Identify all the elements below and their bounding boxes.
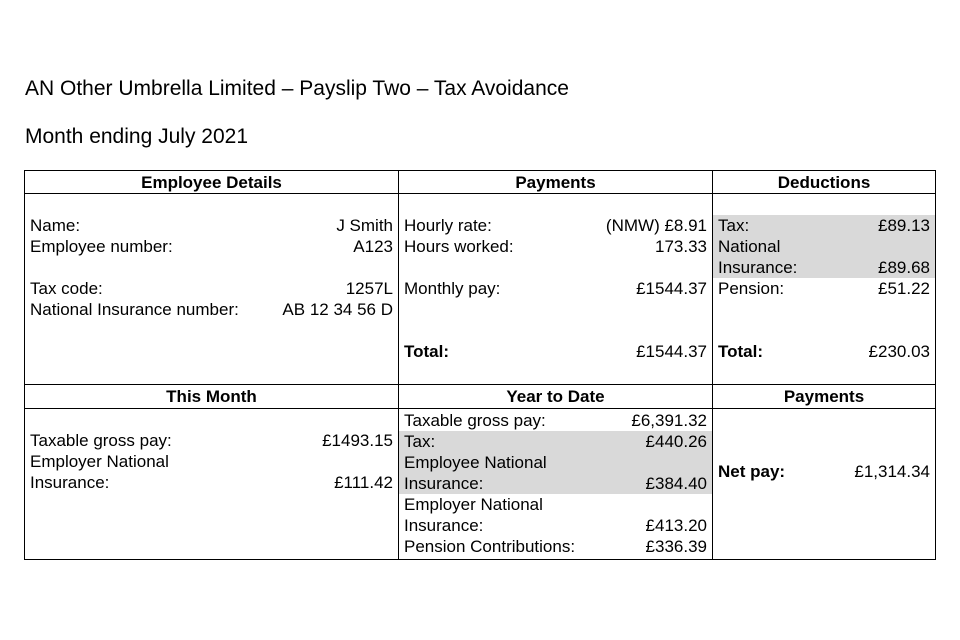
name-label: Name: bbox=[30, 216, 81, 235]
deduction-tax-label: Tax: bbox=[718, 216, 750, 235]
ytd-erni-value: £413.20 bbox=[645, 516, 707, 535]
header-this-month: This Month bbox=[25, 385, 399, 409]
payments-total-label: Total: bbox=[404, 342, 450, 361]
header-employee-details: Employee Details bbox=[25, 171, 399, 194]
employee-name-row bbox=[25, 215, 398, 236]
ytd-erni-row-line2 bbox=[399, 515, 712, 536]
deduction-pension-value: £51.22 bbox=[878, 279, 930, 298]
month-erni-row-line1 bbox=[25, 451, 398, 472]
deduction-ni-row-line2 bbox=[713, 257, 935, 278]
ni-number-value: AB 12 34 56 D bbox=[282, 300, 393, 319]
payslip-title: AN Other Umbrella Limited – Payslip Two – Tax Avoidance bbox=[25, 77, 569, 100]
deduction-pension-row bbox=[713, 278, 935, 299]
ytd-eeni-label-line1: Employee National bbox=[404, 453, 547, 472]
deductions-total-row bbox=[713, 341, 935, 362]
employee-number-label: Employee number: bbox=[30, 237, 173, 256]
ytd-eeni-label-line2: Insurance: bbox=[404, 474, 484, 493]
ytd-eeni-value: £384.40 bbox=[645, 474, 707, 493]
deduction-pension-label: Pension: bbox=[718, 279, 785, 298]
header-deductions: Deductions bbox=[713, 171, 936, 194]
ytd-eeni-row-line1 bbox=[399, 452, 712, 473]
net-pay-value: £1,314.34 bbox=[854, 462, 930, 481]
month-gross-value: £1493.15 bbox=[322, 431, 393, 450]
header-payments: Payments bbox=[399, 171, 713, 194]
this-month-cell bbox=[25, 409, 399, 560]
monthly-pay-value: £1544.37 bbox=[636, 279, 707, 298]
ytd-erni-label-line1: Employer National bbox=[404, 495, 543, 514]
ytd-erni-row-line1 bbox=[399, 494, 712, 515]
deduction-tax-value: £89.13 bbox=[878, 216, 930, 235]
ytd-eeni-row-line2 bbox=[399, 473, 712, 494]
month-gross-label: Taxable gross pay: bbox=[30, 431, 172, 450]
ytd-tax-label: Tax: bbox=[404, 432, 436, 451]
payments-total-row bbox=[399, 341, 712, 362]
net-pay-cell bbox=[713, 409, 936, 560]
ytd-tax-row bbox=[399, 431, 712, 452]
hourly-rate-row bbox=[399, 215, 712, 236]
deductions-total-label: Total: bbox=[718, 342, 764, 361]
ytd-pension-value: £336.39 bbox=[645, 537, 707, 556]
deductions-cell bbox=[713, 194, 936, 385]
payments-total-value: £1544.37 bbox=[636, 342, 707, 361]
month-erni-label-line1: Employer National bbox=[30, 452, 169, 471]
ytd-gross-label: Taxable gross pay: bbox=[404, 411, 546, 430]
month-gross-row bbox=[25, 430, 398, 451]
deduction-tax-row bbox=[713, 215, 935, 236]
month-erni-row-line2 bbox=[25, 472, 398, 493]
tax-code-row bbox=[25, 278, 398, 299]
tax-code-value: 1257L bbox=[345, 279, 393, 298]
ytd-pension-label: Pension Contributions: bbox=[404, 537, 576, 556]
payments-cell bbox=[399, 194, 713, 385]
header-payments-bottom: Payments bbox=[713, 385, 936, 409]
deduction-ni-label-line2: Insurance: bbox=[718, 258, 798, 277]
deductions-highlight-block bbox=[713, 215, 935, 278]
ytd-gross-row bbox=[399, 410, 712, 431]
deduction-ni-row-line1 bbox=[713, 236, 935, 257]
hours-worked-value: 173.33 bbox=[655, 237, 707, 256]
hourly-rate-label: Hourly rate: bbox=[404, 216, 492, 235]
payslip-period: Month ending July 2021 bbox=[25, 125, 248, 148]
hours-worked-row bbox=[399, 236, 712, 257]
hours-worked-label: Hours worked: bbox=[404, 237, 514, 256]
monthly-pay-label: Monthly pay: bbox=[404, 279, 501, 298]
payslip-table bbox=[24, 170, 936, 560]
net-pay-row bbox=[713, 461, 935, 482]
net-pay-label: Net pay: bbox=[718, 462, 786, 481]
name-value: J Smith bbox=[336, 216, 393, 235]
monthly-pay-row bbox=[399, 278, 712, 299]
ni-number-label: National Insurance number: bbox=[30, 300, 239, 319]
ytd-gross-value: £6,391.32 bbox=[631, 411, 707, 430]
employee-number-value: A123 bbox=[353, 237, 393, 256]
ytd-tax-value: £440.26 bbox=[645, 432, 707, 451]
hourly-rate-value: (NMW) £8.91 bbox=[605, 216, 707, 235]
tax-code-label: Tax code: bbox=[30, 279, 103, 298]
ytd-pension-row bbox=[399, 536, 712, 557]
deduction-ni-label-line1: National bbox=[718, 237, 781, 256]
employee-details-cell bbox=[25, 194, 399, 385]
employee-number-row bbox=[25, 236, 398, 257]
deduction-ni-value: £89.68 bbox=[878, 258, 930, 277]
month-erni-label-line2: Insurance: bbox=[30, 473, 110, 492]
month-erni-value: £111.42 bbox=[334, 473, 393, 492]
deductions-total-value: £230.03 bbox=[868, 342, 930, 361]
ytd-erni-label-line2: Insurance: bbox=[404, 516, 484, 535]
header-year-to-date: Year to Date bbox=[399, 385, 713, 409]
ytd-highlight-block bbox=[399, 431, 712, 494]
ni-number-row bbox=[25, 299, 398, 320]
year-to-date-cell bbox=[399, 409, 713, 560]
